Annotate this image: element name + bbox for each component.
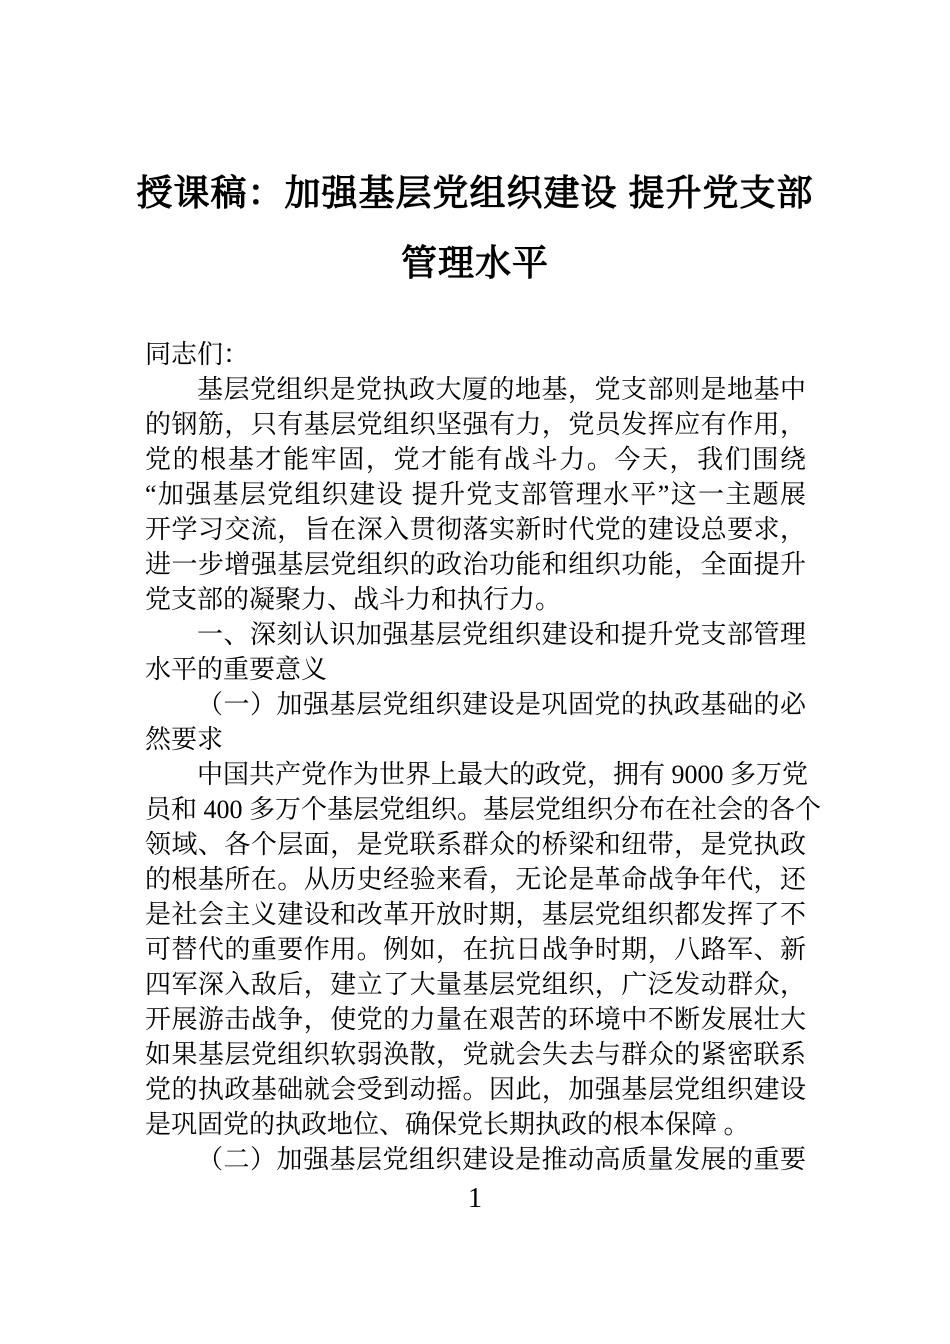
document-body [145,337,822,1177]
body-line: 四军深入敌后，建立了大量基层党组织，广泛发动群众， [145,970,806,999]
title-line-2: 管理水平 [400,242,549,283]
body-line: 的根基所在。从历史经验来看，无论是革命战争年代，还 [145,865,806,894]
title-line-1: 授课稿：加强基层党组织建设 提升党支部 [136,172,814,213]
body-line: 同志们： [145,340,250,369]
body-line: 的钢筋，只有基层党组织坚强有力，党员发挥应有作用， [145,410,806,439]
body-line: 党支部的凝聚力、战斗力和执行力。 [145,585,562,614]
body-line: 领域、各个层面，是党联系群众的桥梁和纽带，是党执政 [145,830,806,859]
body-line: 水平的重要意义 [145,655,328,684]
page-footer [0,1183,950,1215]
body-line: 进一步增强基层党组织的政治功能和组织功能，全面提升 [145,550,806,579]
body-line: 开学习交流，旨在深入贯彻落实新时代党的建设总要求， [145,515,806,544]
body-line: 员和 400 多万个基层党组织。基层党组织分布在社会的各个 [145,795,822,824]
document-title [0,158,950,298]
body-line: 开展游击战争，使党的力量在艰苦的环境中不断发展壮大 [145,1005,806,1034]
page-number: 1 [468,1183,482,1214]
body-line: 中国共产党作为世界上最大的政党，拥有 9000 多万党 [197,760,809,789]
body-line: 然要求 [145,725,224,754]
body-line: 基层党组织是党执政大厦的地基，党支部则是地基中 [197,375,806,404]
body-line: 可替代的重要作用。例如，在抗日战争时期，八路军、新 [145,935,806,964]
body-line: “加强基层党组织建设 提升党支部管理水平”这一主题展 [145,480,806,509]
body-line: 党的根基才能牢固，党才能有战斗力。今天，我们围绕 [145,445,806,474]
body-line: 是社会主义建设和改革开放时期，基层党组织都发挥了不 [145,900,806,929]
body-line: 是巩固党的执政地位、确保党长期执政的根本保障 。 [145,1110,750,1139]
body-line: 党的执政基础就会受到动摇。因此，加强基层党组织建设 [145,1075,806,1104]
body-line: 如果基层党组织软弱涣散，党就会失去与群众的紧密联系 [145,1040,806,1069]
body-line: （二）加强基层党组织建设是推动高质量发展的重要 [197,1145,806,1174]
body-line: 一、深刻认识加强基层党组织建设和提升党支部管理 [197,620,806,649]
body-line: （一）加强基层党组织建设是巩固党的执政基础的必 [197,690,806,719]
